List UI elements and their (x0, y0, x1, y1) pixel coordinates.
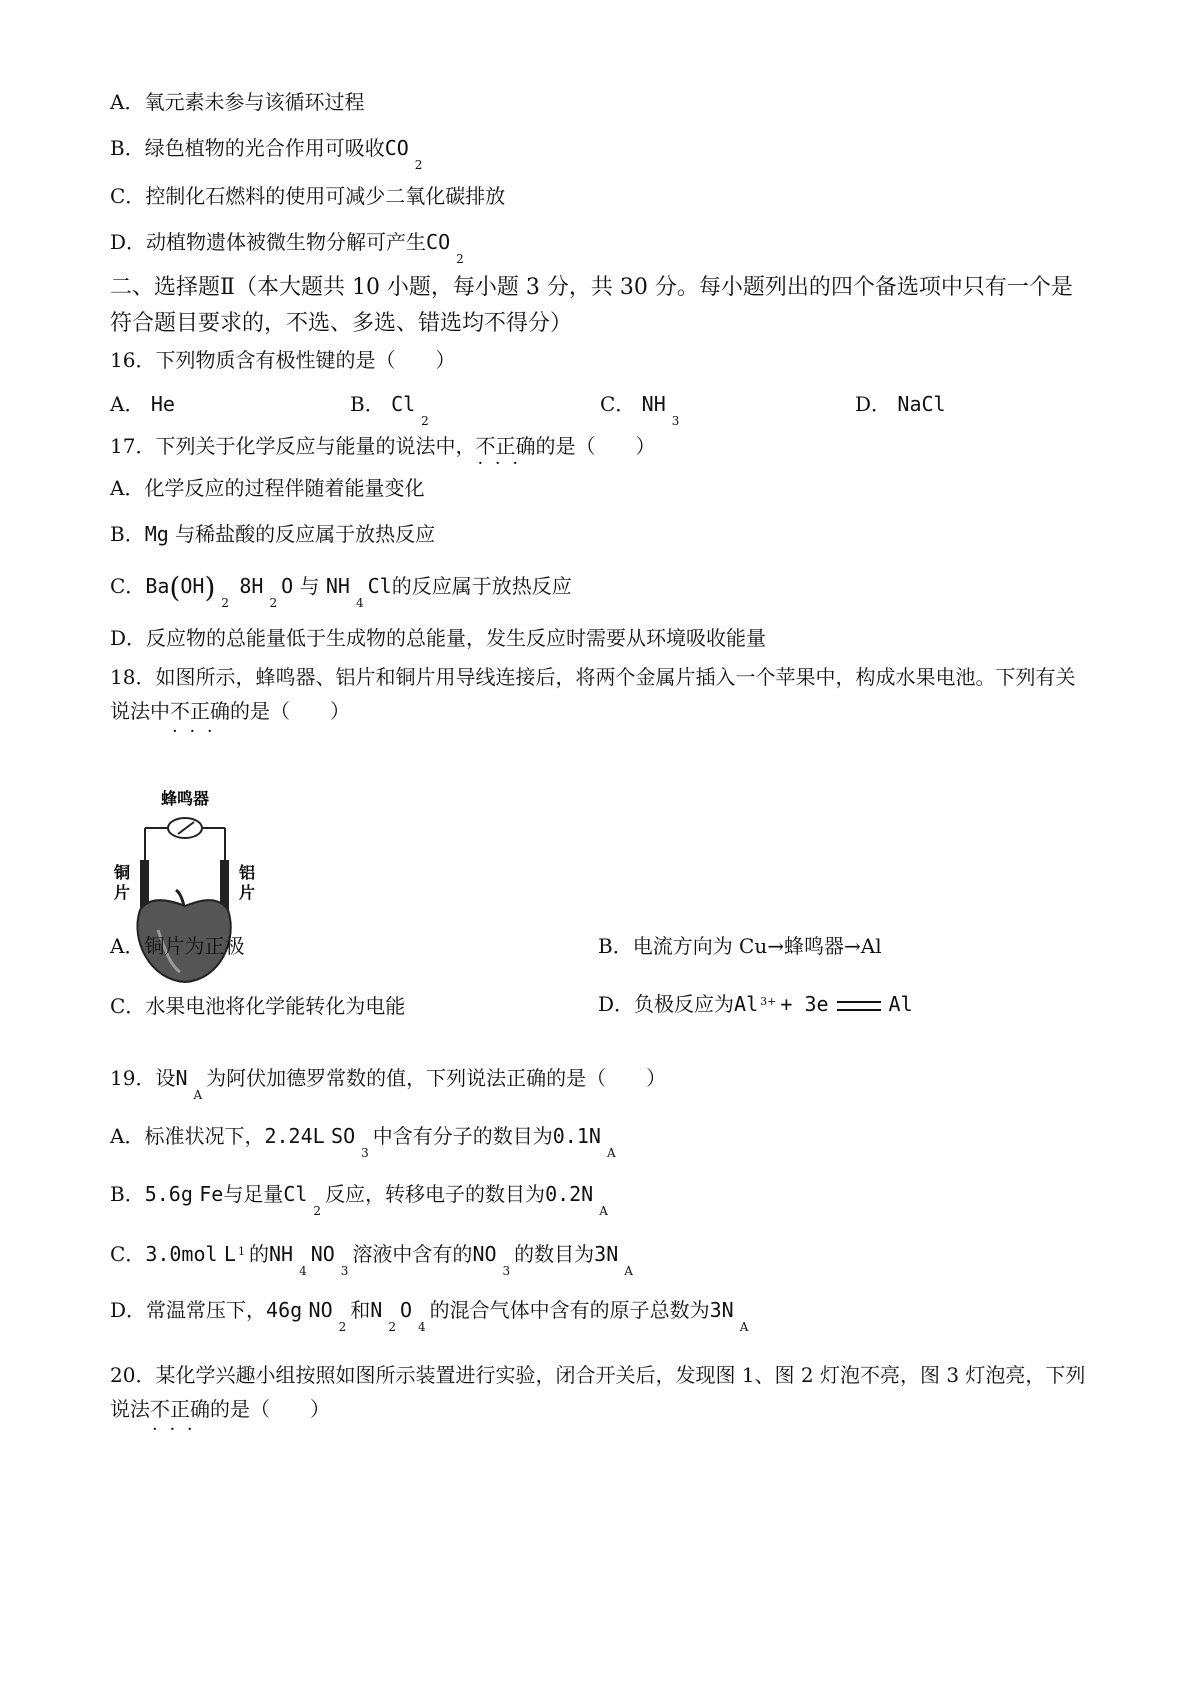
formula: Cl (367, 574, 392, 598)
option-label: A． (110, 934, 145, 958)
stem-text: 20．某化学兴趣小组按照如图所示装置进行实验，闭合开关后，发现图 1、图 2 灯泡不亮，图 3 灯泡亮，下列说法 (110, 1363, 1086, 1421)
subscript: 2 (313, 1204, 322, 1218)
option-text: 水果电池将化学能转化为电能 (145, 994, 406, 1018)
option-label: C． (110, 994, 146, 1018)
formula: Fe (199, 1182, 224, 1206)
formula: CO (384, 136, 409, 160)
stem-text: 18．如图所示，蜂鸣器、铝片和铜片用导线连接后，将两个金属片插入一个苹果中，构成水果电池。下列有关说法中 (110, 665, 1076, 723)
q15-option-a (110, 88, 364, 116)
formula: NO (310, 1242, 335, 1266)
formula: He (150, 392, 175, 416)
section-heading: 二、选择题Ⅱ（本大题共 10 小题，每小题 3 分，共 30 分。每小题列出的四个备选项中只有一个是符合题目要求的，不选、多选、错选均不得分） (110, 275, 1073, 336)
option-text: 氧元素未参与该循环过程 (144, 90, 365, 114)
formula: N (175, 1066, 188, 1090)
q16-option-d (855, 390, 946, 418)
option-label: D． (855, 392, 892, 416)
option-text: 标准状况下， (144, 1124, 265, 1148)
option-label: B． (110, 136, 145, 160)
formula: Ba (145, 574, 170, 598)
formula: 2.24L (264, 1124, 325, 1148)
stem-text: 的是（ ） (210, 1397, 330, 1421)
option-label: B． (598, 934, 633, 958)
option-label: A． (110, 476, 145, 500)
q15-option-d (110, 228, 468, 266)
option-label: B． (110, 522, 145, 546)
formula: 46g (266, 1298, 303, 1322)
fruit-battery-figure (110, 790, 260, 990)
formula: Cl (283, 1182, 308, 1206)
q15-option-c (110, 182, 505, 210)
option-text: 的 (248, 1242, 269, 1266)
option-text: 绿色植物的光合作用可吸收 (144, 136, 385, 160)
q17-option-d (110, 624, 766, 652)
subscript: 2 (414, 158, 423, 172)
formula: SO (331, 1124, 356, 1148)
subscript: A (193, 1088, 203, 1102)
buzzer-label: 蜂鸣器 (160, 790, 210, 808)
formula: NO (472, 1242, 497, 1266)
option-text: 和 (350, 1298, 371, 1322)
q16-stem: 16．下列物质含有极性键的是（ ） (110, 348, 456, 372)
option-text: 动植物遗体被微生物分解可产生 (146, 230, 427, 254)
q16-option-a (110, 390, 175, 418)
q18-stem (110, 660, 1090, 728)
q19-option-b (110, 1180, 612, 1218)
option-label: C． (110, 1242, 146, 1266)
subscript: 3 (671, 414, 680, 428)
copper-label-char2: 片 (113, 883, 131, 902)
formula: N (370, 1298, 383, 1322)
option-label: C． (110, 184, 146, 208)
stem-text: 的是（ ） (230, 699, 350, 723)
copper-label-char1: 铜 (113, 863, 131, 882)
option-text: 的反应属于放热反应 (391, 574, 572, 598)
formula: L (223, 1242, 236, 1266)
stem-text: 17．下列关于化学反应与能量的说法中， (110, 434, 476, 458)
fruit-battery-diagram (110, 790, 260, 990)
aluminum-label-char1: 铝 (238, 863, 256, 882)
q17-option-c: C．Ba(OH) $_2$ $8H_2O$ 与 $NH_4Cl$的反应属于放热反应 (110, 571, 572, 610)
q18-option-d (598, 990, 913, 1022)
q19-option-c (110, 1240, 637, 1278)
formula: 3.0mol (145, 1242, 218, 1266)
q20-stem (110, 1358, 1090, 1426)
formula: NH (641, 392, 666, 416)
option-label: C． (110, 574, 146, 598)
subscript: 4 (355, 596, 364, 610)
copper-label (113, 863, 130, 902)
subscript: A (624, 1264, 633, 1278)
subscript: 4 (299, 1264, 307, 1278)
formula: 8H (239, 574, 264, 598)
formula: NH (325, 574, 350, 598)
formula: O (399, 1298, 412, 1322)
formula: 0.2N (545, 1182, 594, 1206)
option-label: A． (110, 90, 145, 114)
stem-text: 为阿伏加德罗常数的值，下列说法正确的是（ ） (206, 1066, 667, 1090)
q17-option-a (110, 474, 424, 502)
option-text: 常温常压下， (146, 1298, 267, 1322)
formula: 3N (709, 1298, 734, 1322)
aluminum-label-char2: 片 (238, 883, 256, 902)
formula: NaCl (897, 392, 946, 416)
option-text: 化学反应的过程伴随着能量变化 (144, 476, 425, 500)
q18-option-a (110, 932, 244, 960)
subscript: A (739, 1320, 749, 1334)
q19-option-d (110, 1296, 752, 1334)
q15-option-b (110, 134, 426, 172)
option-text: 与 (299, 574, 320, 598)
subscript: 2 (421, 414, 429, 428)
formula: Mg (144, 522, 169, 546)
option-text: 中含有分子的数目为 (372, 1124, 553, 1148)
q17-option-b (110, 520, 435, 548)
formula: 5.6g (144, 1182, 193, 1206)
option-text: 负极反应为 (634, 992, 735, 1016)
q17-stem (110, 432, 655, 460)
q18-option-b (598, 932, 882, 960)
superscript: 3+ (760, 995, 777, 1008)
option-text: 反应，转移电子的数目为 (325, 1182, 546, 1206)
formula: O (281, 574, 294, 598)
q16-option-c (600, 390, 683, 428)
option-text: 控制化石燃料的使用可减少二氧化碳排放 (145, 184, 506, 208)
subscript: 3 (361, 1146, 369, 1160)
subscript: 2 (221, 596, 230, 610)
subscript: 4 (418, 1320, 426, 1334)
option-text: 电流方向为 Cu→蜂鸣器→Al (632, 934, 882, 958)
option-text: 与稀盐酸的反应属于放热反应 (168, 522, 436, 546)
emphasis-text: 不正确 · · · (475, 434, 535, 458)
q16-option-b (350, 390, 433, 428)
superscript: 1 (237, 1245, 245, 1258)
formula: 3N (594, 1242, 619, 1266)
option-label: D． (598, 992, 635, 1016)
option-label: D． (110, 1298, 147, 1322)
formula: Al (888, 992, 913, 1016)
q19-stem (110, 1064, 667, 1102)
option-label: A． (110, 392, 145, 416)
option-label: B． (110, 1182, 145, 1206)
formula: + 3e (780, 992, 829, 1016)
subscript: 3 (502, 1264, 511, 1278)
option-text: 与足量 (223, 1182, 284, 1206)
formula: NH (268, 1242, 294, 1266)
equals-sign-icon (837, 1001, 881, 1011)
stem-text: 19．设 (110, 1066, 176, 1090)
option-text: 溶液中含有的 (352, 1242, 473, 1266)
option-text: 的混合气体中含有的原子总数为 (429, 1298, 710, 1322)
option-label: B． (350, 392, 385, 416)
option-text: 反应物的总能量低于生成物的总能量，发生反应时需要从环境吸收能量 (146, 626, 767, 650)
aluminum-label (239, 863, 255, 902)
option-text: 的数目为 (514, 1242, 595, 1266)
option-label: D． (110, 230, 147, 254)
option-label: A． (110, 1124, 145, 1148)
subscript: A (606, 1146, 616, 1160)
formula: Cl (391, 392, 416, 416)
formula: 0.1N (552, 1124, 601, 1148)
subscript: 2 (388, 1320, 396, 1334)
subscript: 2 (269, 596, 278, 610)
emphasis-text: 不正确 · · · (150, 1397, 210, 1421)
subscript: A (599, 1204, 608, 1218)
subscript: 3 (340, 1264, 349, 1278)
formula: Al (734, 992, 759, 1016)
option-label: C． (600, 392, 636, 416)
q18-option-c (110, 992, 405, 1020)
formula: CO (426, 230, 451, 254)
option-label: D． (110, 626, 147, 650)
formula: OH (180, 574, 205, 598)
stem-text: 的是（ ） (535, 434, 656, 458)
emphasis-text: 不正确 · · · (170, 699, 230, 723)
q19-option-a (110, 1122, 620, 1160)
option-text: 铜片为正极 (144, 934, 245, 958)
subscript: 2 (338, 1320, 347, 1334)
subscript: 2 (456, 252, 464, 266)
formula: NO (308, 1298, 333, 1322)
